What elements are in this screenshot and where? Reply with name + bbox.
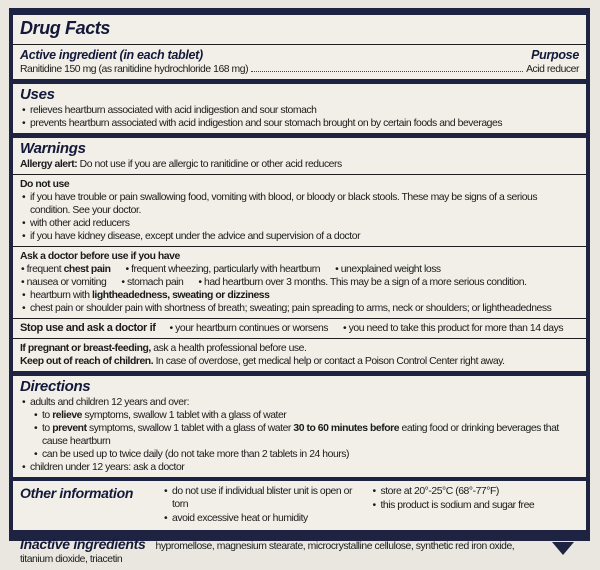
stop-use-subsection [13, 320, 586, 337]
divider [13, 246, 586, 247]
allergy-alert-text: Do not use if you are allergic to ranitidine or other acid reducers [77, 159, 342, 170]
warnings-section [13, 138, 586, 173]
other-info-item: • store at 20°-25°C (68°-77°F) [371, 485, 580, 498]
other-info-column [162, 485, 371, 525]
stop-use-heading: Stop use and ask a doctor if [20, 322, 156, 334]
stop-use-item: • your heartburn continues or worsens [170, 322, 329, 335]
direction-item: • can be used up to twice daily (do not take more than 2 tablets in 24 hours) [32, 448, 579, 461]
other-info-item: • avoid excessive heat or humidity [162, 512, 371, 525]
stop-use-item: • you need to take this product for more than 14 days [343, 322, 563, 335]
symptom-item: • heartburn with lightheadedness, sweating or dizziness [20, 289, 579, 302]
uses-section [13, 84, 586, 133]
page-title: Drug Facts [20, 18, 111, 38]
uses-heading: Uses [20, 86, 55, 103]
more-content-arrow-icon [552, 542, 574, 555]
other-info-item: • do not use if individual blister unit is open or torn [162, 485, 371, 511]
directions-heading: Directions [20, 378, 91, 395]
symptom-item: • chest pain or shoulder pain with shortness of breath; sweating; pain spreading to arms, neck or shoulders; or lightheadedness [20, 302, 579, 315]
active-ingredient-section [13, 46, 586, 79]
direction-item: • to prevent symptoms, swallow 1 tablet with a glass of water 30 to 60 minutes before eating food or drinking beverages that cause heartburn [32, 422, 579, 448]
do-not-use-subsection [13, 176, 586, 245]
direction-item: • to relieve symptoms, swallow 1 tablet with a glass of water [32, 409, 579, 422]
symptom-item: • had heartburn over 3 months. This may be a sign of a more serious condition. [198, 276, 526, 289]
dotted-leader [251, 71, 523, 72]
symptom-item: • stomach pain [121, 276, 183, 289]
warning-item: • with other acid reducers [20, 217, 579, 230]
symptom-item: • frequent wheezing, particularly with heartburn [125, 263, 320, 276]
header-section [13, 15, 586, 43]
pregnant-note [20, 342, 579, 355]
divider [13, 44, 586, 45]
ask-doctor-heading: Ask a doctor before use if you have [20, 251, 180, 262]
other-information-section [13, 481, 586, 530]
direction-item: • adults and children 12 years and over: [20, 396, 579, 409]
other-information-heading: Other information [20, 485, 134, 501]
symptom-row [20, 263, 579, 276]
use-item: • prevents heartburn associated with acid indigestion and sour stomach brought on by certain foods and beverages [20, 117, 579, 130]
symptom-item: • frequent chest pain [21, 263, 110, 276]
purpose-heading: Purpose [531, 48, 579, 62]
divider [13, 338, 586, 339]
ask-doctor-subsection [13, 248, 586, 317]
do-not-use-heading: Do not use [20, 179, 70, 190]
warning-item: • if you have trouble or pain swallowing food, vomiting with blood, or bloody or black stools. These may be signs of a serious condition. See your doctor. [20, 191, 579, 217]
use-item: • relieves heartburn associated with acid indigestion and sour stomach [20, 104, 579, 117]
directions-section [13, 376, 586, 477]
symptom-row [20, 276, 579, 289]
divider [13, 174, 586, 175]
allergy-alert [20, 158, 579, 171]
inactive-ingredients-heading: Inactive ingredients [20, 536, 146, 552]
warnings-heading: Warnings [20, 140, 86, 157]
allergy-alert-lead: Allergy alert: [20, 159, 78, 170]
pregnant-lead: If pregnant or breast-feeding, [20, 343, 151, 354]
warning-item: • if you have kidney disease, except under the advice and supervision of a doctor [20, 230, 579, 243]
keep-out-lead: Keep out of reach of children. [20, 356, 154, 367]
divider [13, 318, 586, 319]
keep-out-note [20, 355, 579, 368]
other-info-column [371, 485, 580, 512]
active-ingredient-heading: Active ingredient (in each tablet) [20, 48, 203, 62]
pregnant-text: ask a health professional before use. [150, 343, 307, 354]
symptom-item: • nausea or vomiting [21, 276, 106, 289]
symptom-item: • unexplained weight loss [335, 263, 441, 276]
pregnancy-subsection [13, 340, 586, 371]
inactive-ingredients-section [13, 534, 586, 570]
inactive-ingredients-list: hypromellose, magnesium stearate, microcrystalline cellulose, synthetic red iron oxide, titanium dioxide, triacetin [20, 541, 515, 565]
keep-out-text: In case of overdose, get medical help or contact a Poison Control Center right away. [153, 356, 505, 367]
direction-item: • children under 12 years: ask a doctor [20, 461, 579, 474]
drug-facts-label [9, 8, 590, 565]
ingredient-name: Ranitidine 150 mg (as ranitidine hydrochloride 168 mg) [20, 64, 249, 75]
other-info-item: • this product is sodium and sugar free [371, 499, 580, 512]
purpose-value: Acid reducer [526, 64, 579, 75]
